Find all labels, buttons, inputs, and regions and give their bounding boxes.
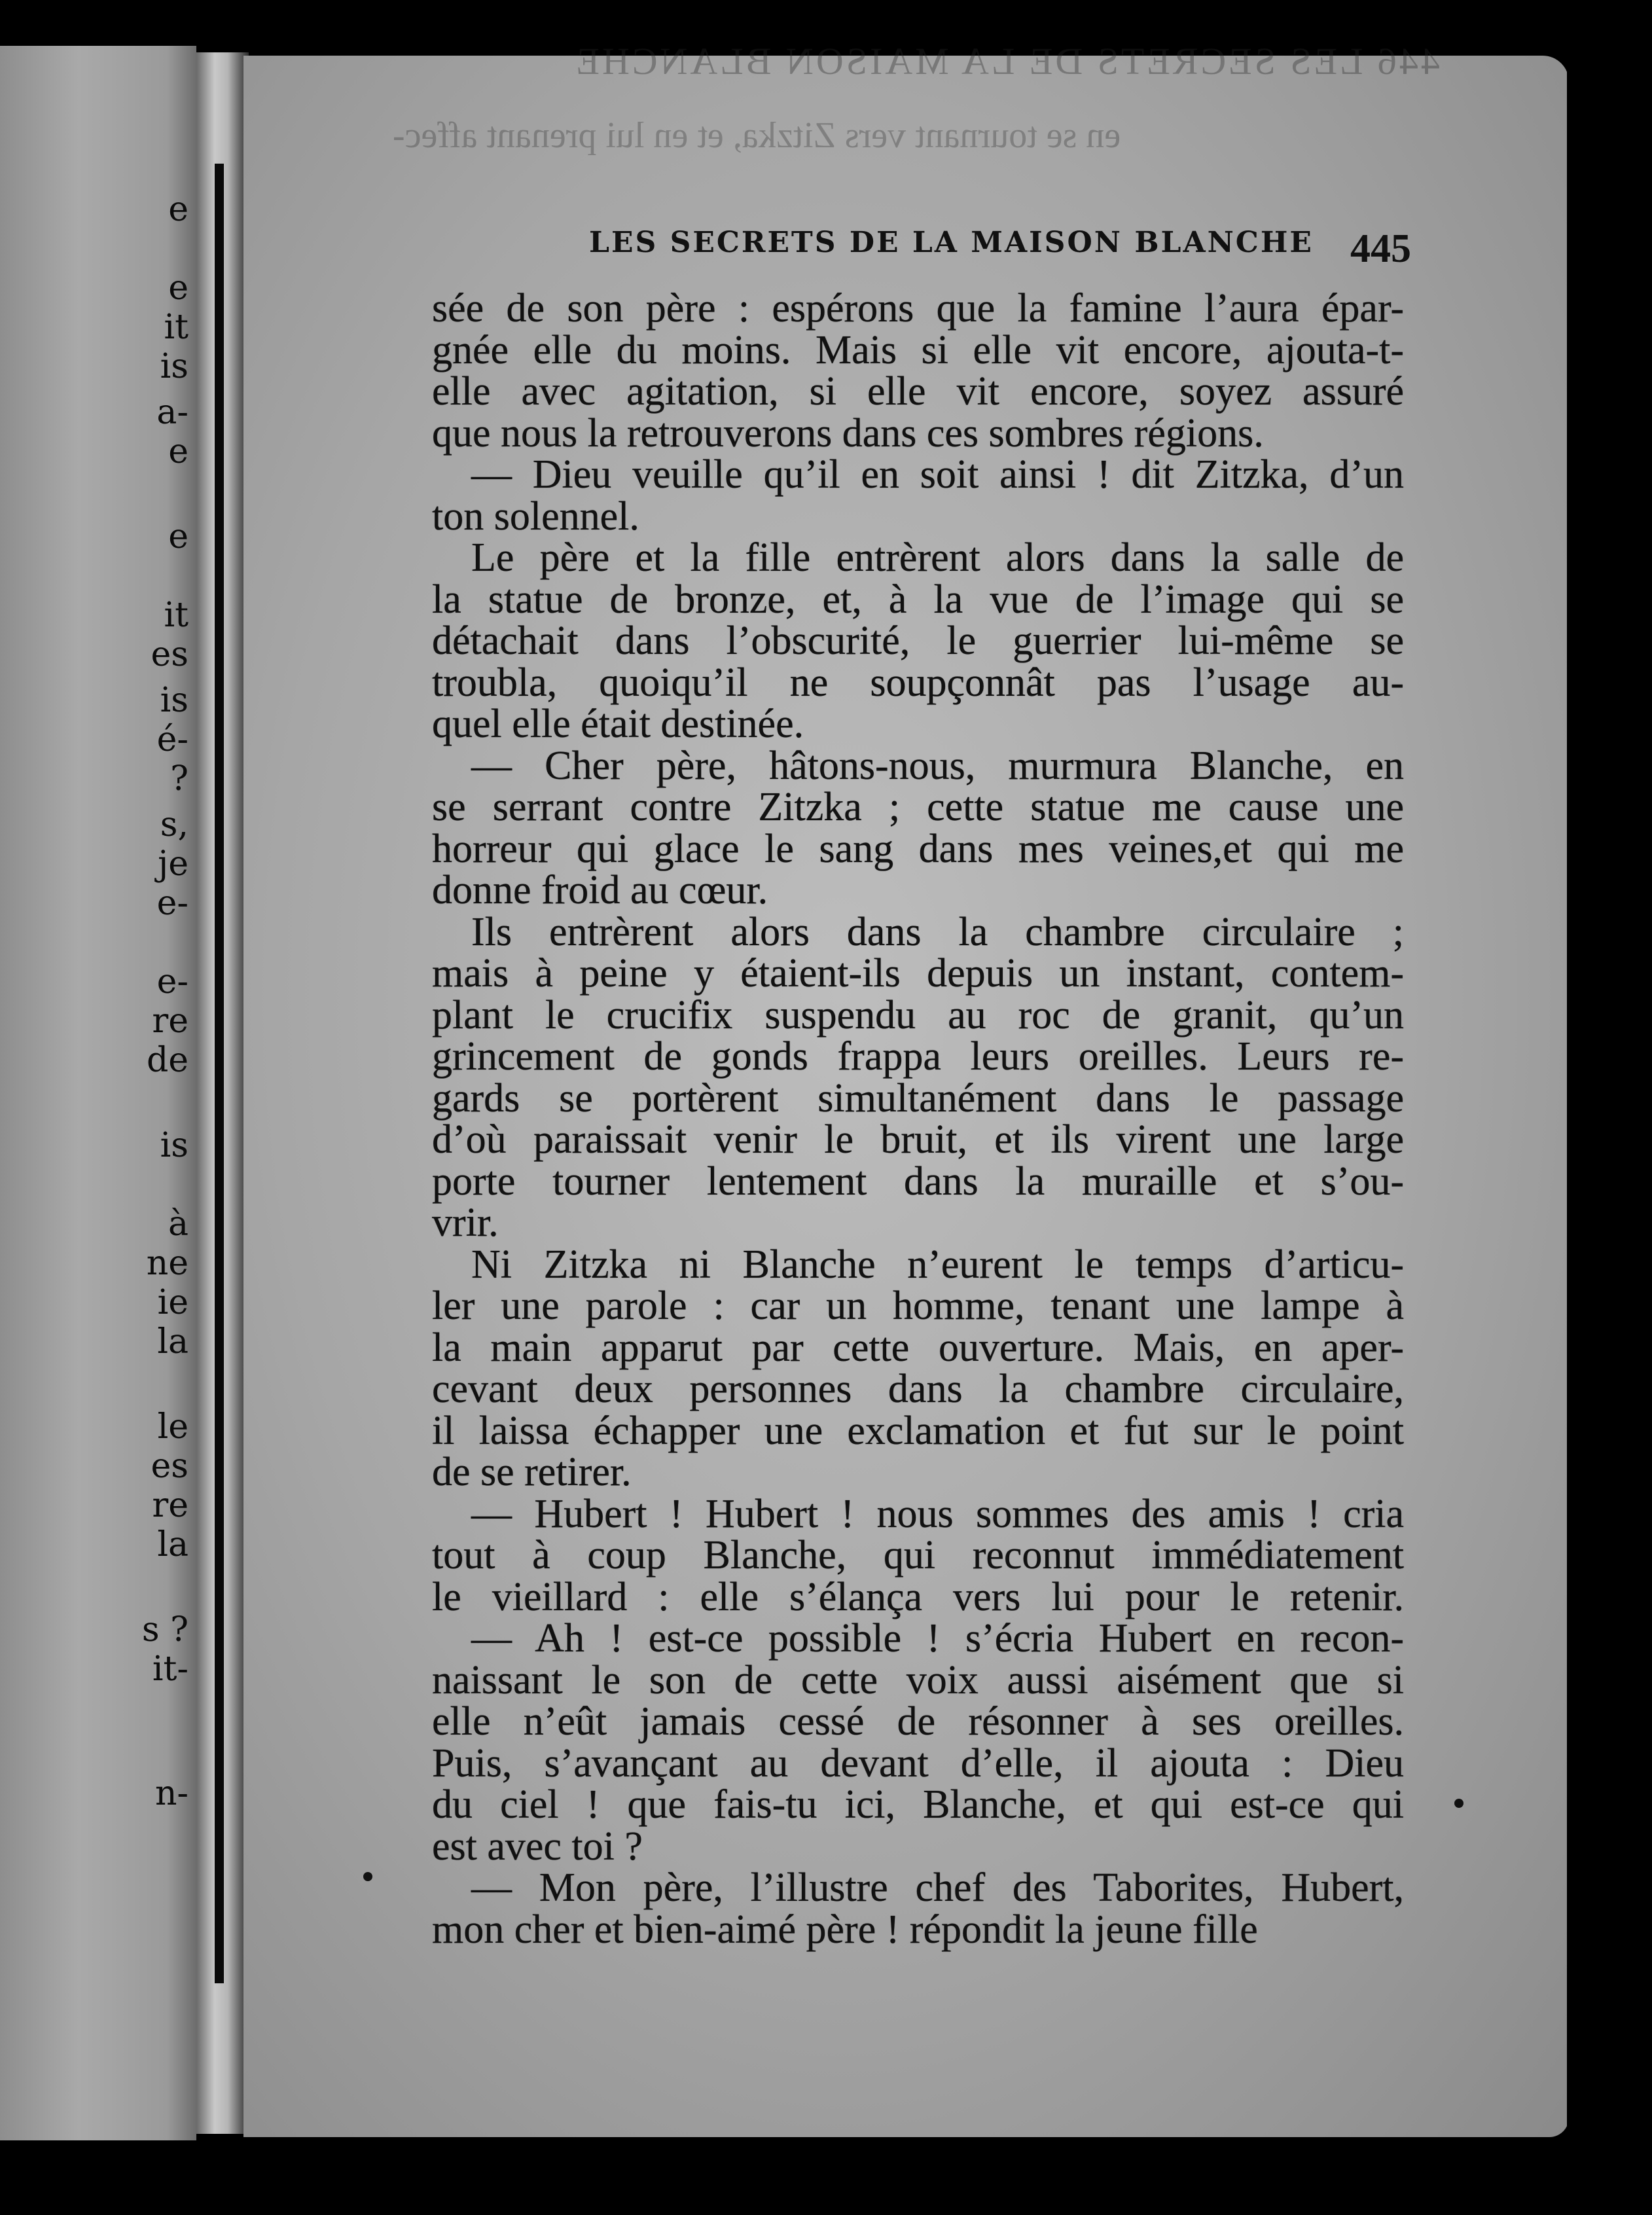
previous-page-fragment: é- — [156, 720, 189, 759]
text-line: troubla, quoiqu’il ne soupçonnât pas l’usage au- — [432, 660, 1404, 705]
text-line: vrir. — [432, 1200, 499, 1245]
text-line: se serrant contre Zitzka ; cette statue me cause une — [432, 785, 1404, 829]
text-line: — Hubert ! Hubert ! nous sommes des amis ! cria — [471, 1491, 1404, 1536]
previous-page-fragment: it- — [152, 1649, 189, 1689]
text-line: est avec toi ? — [432, 1824, 643, 1869]
spine-shadow — [215, 164, 224, 1983]
text-line: — Ah ! est-ce possible ! s’écria Hubert en recon- — [471, 1616, 1404, 1661]
body-text — [432, 288, 1404, 1951]
speck — [1454, 1799, 1463, 1808]
text-line: Ils entrèrent alors dans la chambre circulaire ; — [471, 909, 1404, 954]
previous-page-edge — [0, 46, 196, 2140]
previous-page-fragment: re — [152, 1486, 189, 1525]
previous-page-fragment: is — [160, 347, 189, 386]
previous-page-fragment: e- — [156, 884, 189, 923]
bleed-through-line: en se tournant vers Zitzka, et en lui prenant affec- — [393, 115, 1121, 156]
previous-page-fragment: ie — [157, 1283, 189, 1322]
previous-page-fragment: la — [157, 1525, 189, 1564]
text-line: Le père et la fille entrèrent alors dans la salle de — [471, 535, 1404, 580]
text-line: que nous la retrouverons dans ces sombres régions. — [432, 410, 1264, 456]
previous-page-fragment: es — [151, 635, 189, 674]
text-line: elle n’eût jamais cessé de résonner à ses oreilles. — [432, 1699, 1404, 1744]
previous-page-fragment: a- — [156, 393, 189, 432]
text-line: d’où paraissait venir le bruit, et ils virent une large — [432, 1117, 1404, 1162]
previous-page-fragment: re — [152, 1001, 189, 1041]
text-line: la statue de bronze, et, à la vue de l’image qui se — [432, 577, 1404, 622]
previous-page-fragment: s, — [160, 805, 189, 844]
text-line: tout à coup Blanche, qui reconnut immédiatement — [432, 1533, 1404, 1577]
text-line: du ciel ! que fais-tu ici, Blanche, et qui est-ce qui — [432, 1782, 1404, 1827]
text-line: ton solennel. — [432, 494, 639, 539]
scan-border — [1567, 0, 1652, 2215]
previous-page-fragment: la — [157, 1322, 189, 1361]
page-number: 445 — [1350, 226, 1411, 271]
previous-page-fragment: it — [164, 308, 189, 347]
text-line: — Mon père, l’illustre chef des Taborites, Hubert, — [471, 1865, 1404, 1910]
bleed-through-header: 446 LES SECRETS DE LA MAISON BLANCHE — [573, 40, 1440, 82]
previous-page-fragment: à — [168, 1204, 189, 1244]
text-line: gnée elle du moins. Mais si elle vit encore, ajouta-t- — [432, 327, 1404, 372]
text-line: quel elle était destinée. — [432, 702, 804, 746]
text-line: sée de son père : espérons que la famine l’aura épar- — [432, 286, 1404, 331]
text-line: gards se portèrent simultanément dans le passage — [432, 1075, 1404, 1121]
text-line: il laissa échapper une exclamation et fut sur le point — [432, 1408, 1404, 1453]
running-head: LES SECRETS DE LA MAISON BLANCHE — [589, 226, 1314, 259]
previous-page-fragment: es — [151, 1447, 189, 1486]
text-line: horreur qui glace le sang dans mes veines,et qui me — [432, 826, 1404, 871]
previous-page-fragment: is — [160, 681, 189, 720]
text-line: la main apparut par cette ouverture. Mais, en aper- — [432, 1325, 1404, 1370]
text-line: de se retirer. — [432, 1450, 632, 1494]
text-line: le vieillard : elle s’élança vers lui pour le retenir. — [432, 1574, 1404, 1619]
previous-page-fragment: ? — [170, 759, 189, 799]
text-line: — Dieu veuille qu’il en soit ainsi ! dit Zitzka, d’un — [471, 452, 1404, 497]
text-line: grincement de gonds frappa leurs oreilles. Leurs re- — [432, 1034, 1404, 1079]
text-line: Ni Zitzka ni Blanche n’eurent le temps d’articu- — [471, 1242, 1404, 1287]
text-line: mais à peine y étaient-ils depuis un instant, contem- — [432, 951, 1404, 996]
text-line: mon cher et bien-aimé père ! répondit la jeune fille — [432, 1907, 1258, 1952]
previous-page-fragment: e — [168, 190, 189, 229]
previous-page-fragment: it — [164, 596, 189, 635]
text-line: naissant le son de cette voix aussi aisément que si — [432, 1657, 1404, 1702]
previous-page-fragment: le — [157, 1407, 189, 1447]
previous-page-fragment: e — [168, 432, 189, 471]
text-line: Puis, s’avançant au devant d’elle, il ajouta : Dieu — [432, 1740, 1404, 1786]
text-line: donne froid au cœur. — [432, 868, 768, 912]
previous-page-fragment: ne — [146, 1244, 189, 1283]
previous-page-fragment: de — [146, 1041, 189, 1080]
previous-page-fragment: n- — [154, 1774, 189, 1813]
text-line: cevant deux personnes dans la chambre circulaire, — [432, 1367, 1404, 1411]
previous-page-fragment: e — [168, 268, 189, 308]
text-line: plant le crucifix suspendu au roc de granit, qu’un — [432, 992, 1404, 1037]
previous-page-fragment: je — [158, 844, 189, 884]
text-line: porte tourner lentement dans la muraille et s’ou- — [432, 1159, 1404, 1204]
text-line: détachait dans l’obscurité, le guerrier lui-même se — [432, 619, 1404, 663]
text-line: — Cher père, hâtons-nous, murmura Blanche, en — [471, 743, 1404, 788]
speck — [363, 1872, 372, 1881]
previous-page-fragment: is — [160, 1126, 189, 1165]
text-line: elle avec agitation, si elle vit encore, soyez assuré — [432, 369, 1404, 414]
previous-page-fragment: e- — [156, 962, 189, 1001]
previous-page-fragment: s ? — [141, 1610, 189, 1649]
previous-page-fragment: e — [168, 517, 189, 556]
text-line: ler une parole : car un homme, tenant une lampe à — [432, 1284, 1404, 1328]
